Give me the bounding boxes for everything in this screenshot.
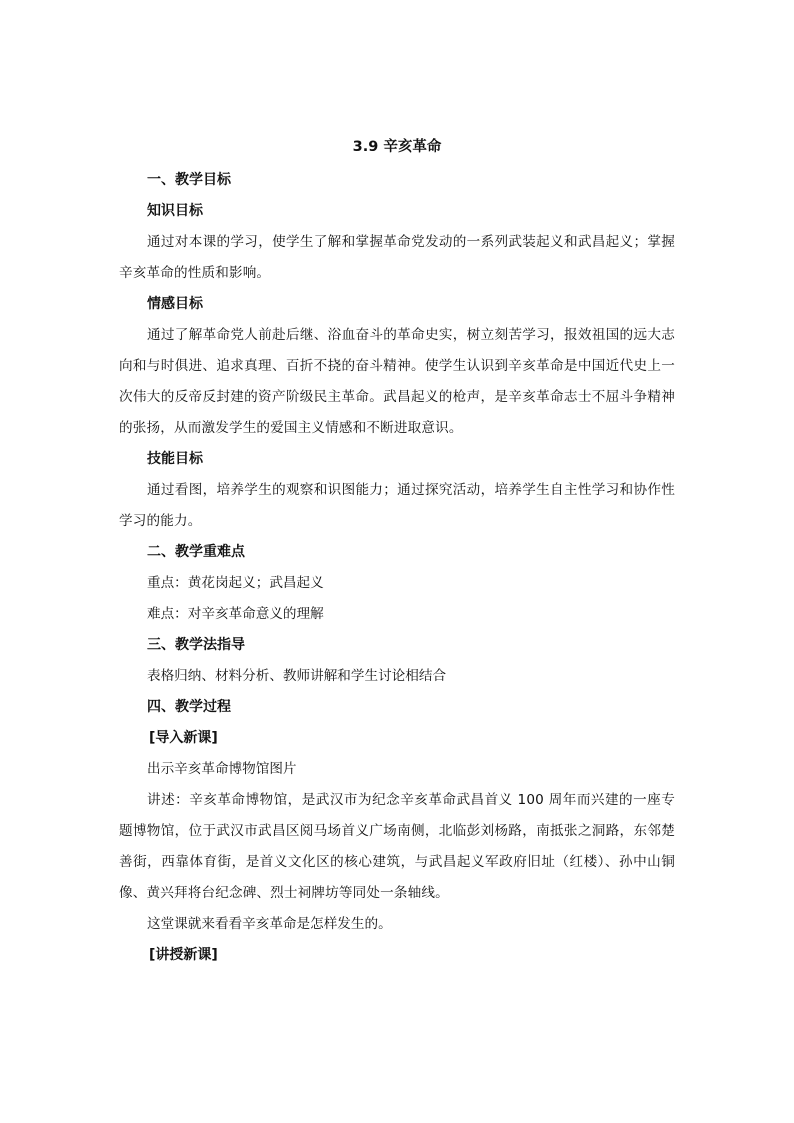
page-title: 3.9 辛亥革命 <box>352 139 442 155</box>
section-heading-teaching-goals: 一、教学目标 <box>147 172 231 188</box>
section-heading-process: 四、教学过程 <box>147 699 231 715</box>
subheading-knowledge-goal: 知识目标 <box>147 203 203 219</box>
paragraph-museum-explanation: 讲述：辛亥革命博物馆，是武汉市为纪念辛亥革命武昌首义 100 周年而兴建的一座专题博物馆，位于武汉市武昌区阅马场首义广场南侧，北临彭刘杨路，南抵张之洞路，东邻楚善街，西靠体育街，是首义文化区的核心建筑，与武昌起义军政府旧址（红楼）、孙中山铜像、黄兴拜将台纪念碑、烈士祠牌坊等同处一条轴线。 <box>119 792 675 901</box>
document-content <box>119 136 675 971</box>
new-lesson-label: [讲授新课] <box>149 947 218 963</box>
method-text: 表格归纳、材料分析、教师讲解和学生讨论相结合 <box>147 668 447 684</box>
section-heading-method: 三、教学法指导 <box>147 637 245 653</box>
intro-label: [导入新课] <box>149 730 218 746</box>
subheading-emotion-goal: 情感目标 <box>147 296 203 312</box>
paragraph-emotion-goal: 通过了解革命党人前赴后继、浴血奋斗的革命史实，树立刻苦学习，报效祖国的远大志向和与时俱进、追求真理、百折不挠的奋斗精神。使学生认识到辛亥革命是中国近代史上一次伟大的反帝反封建的资产阶级民主革命。武昌起义的枪声，是辛亥革命志士不屈斗争精神的张扬，从而激发学生的爱国主义情感和不断进取意识。 <box>119 327 675 436</box>
paragraph-skill-goal: 通过看图，培养学生的观察和识图能力；通过探究活动，培养学生自主性学习和协作性学习的能力。 <box>119 482 675 529</box>
subheading-skill-goal: 技能目标 <box>147 451 203 467</box>
key-point-difficulty: 难点：对辛亥革命意义的理解 <box>147 606 324 622</box>
section-heading-key-points: 二、教学重难点 <box>147 544 245 560</box>
intro-line: 出示辛亥革命博物馆图片 <box>147 761 297 777</box>
key-point-focus: 重点：黄花岗起义；武昌起义 <box>147 575 324 591</box>
paragraph-knowledge-goal: 通过对本课的学习，使学生了解和掌握革命党发动的一系列武装起义和武昌起义；掌握辛亥革命的性质和影响。 <box>119 234 675 281</box>
transition-line: 这堂课就来看看辛亥革命是怎样发生的。 <box>147 916 392 932</box>
